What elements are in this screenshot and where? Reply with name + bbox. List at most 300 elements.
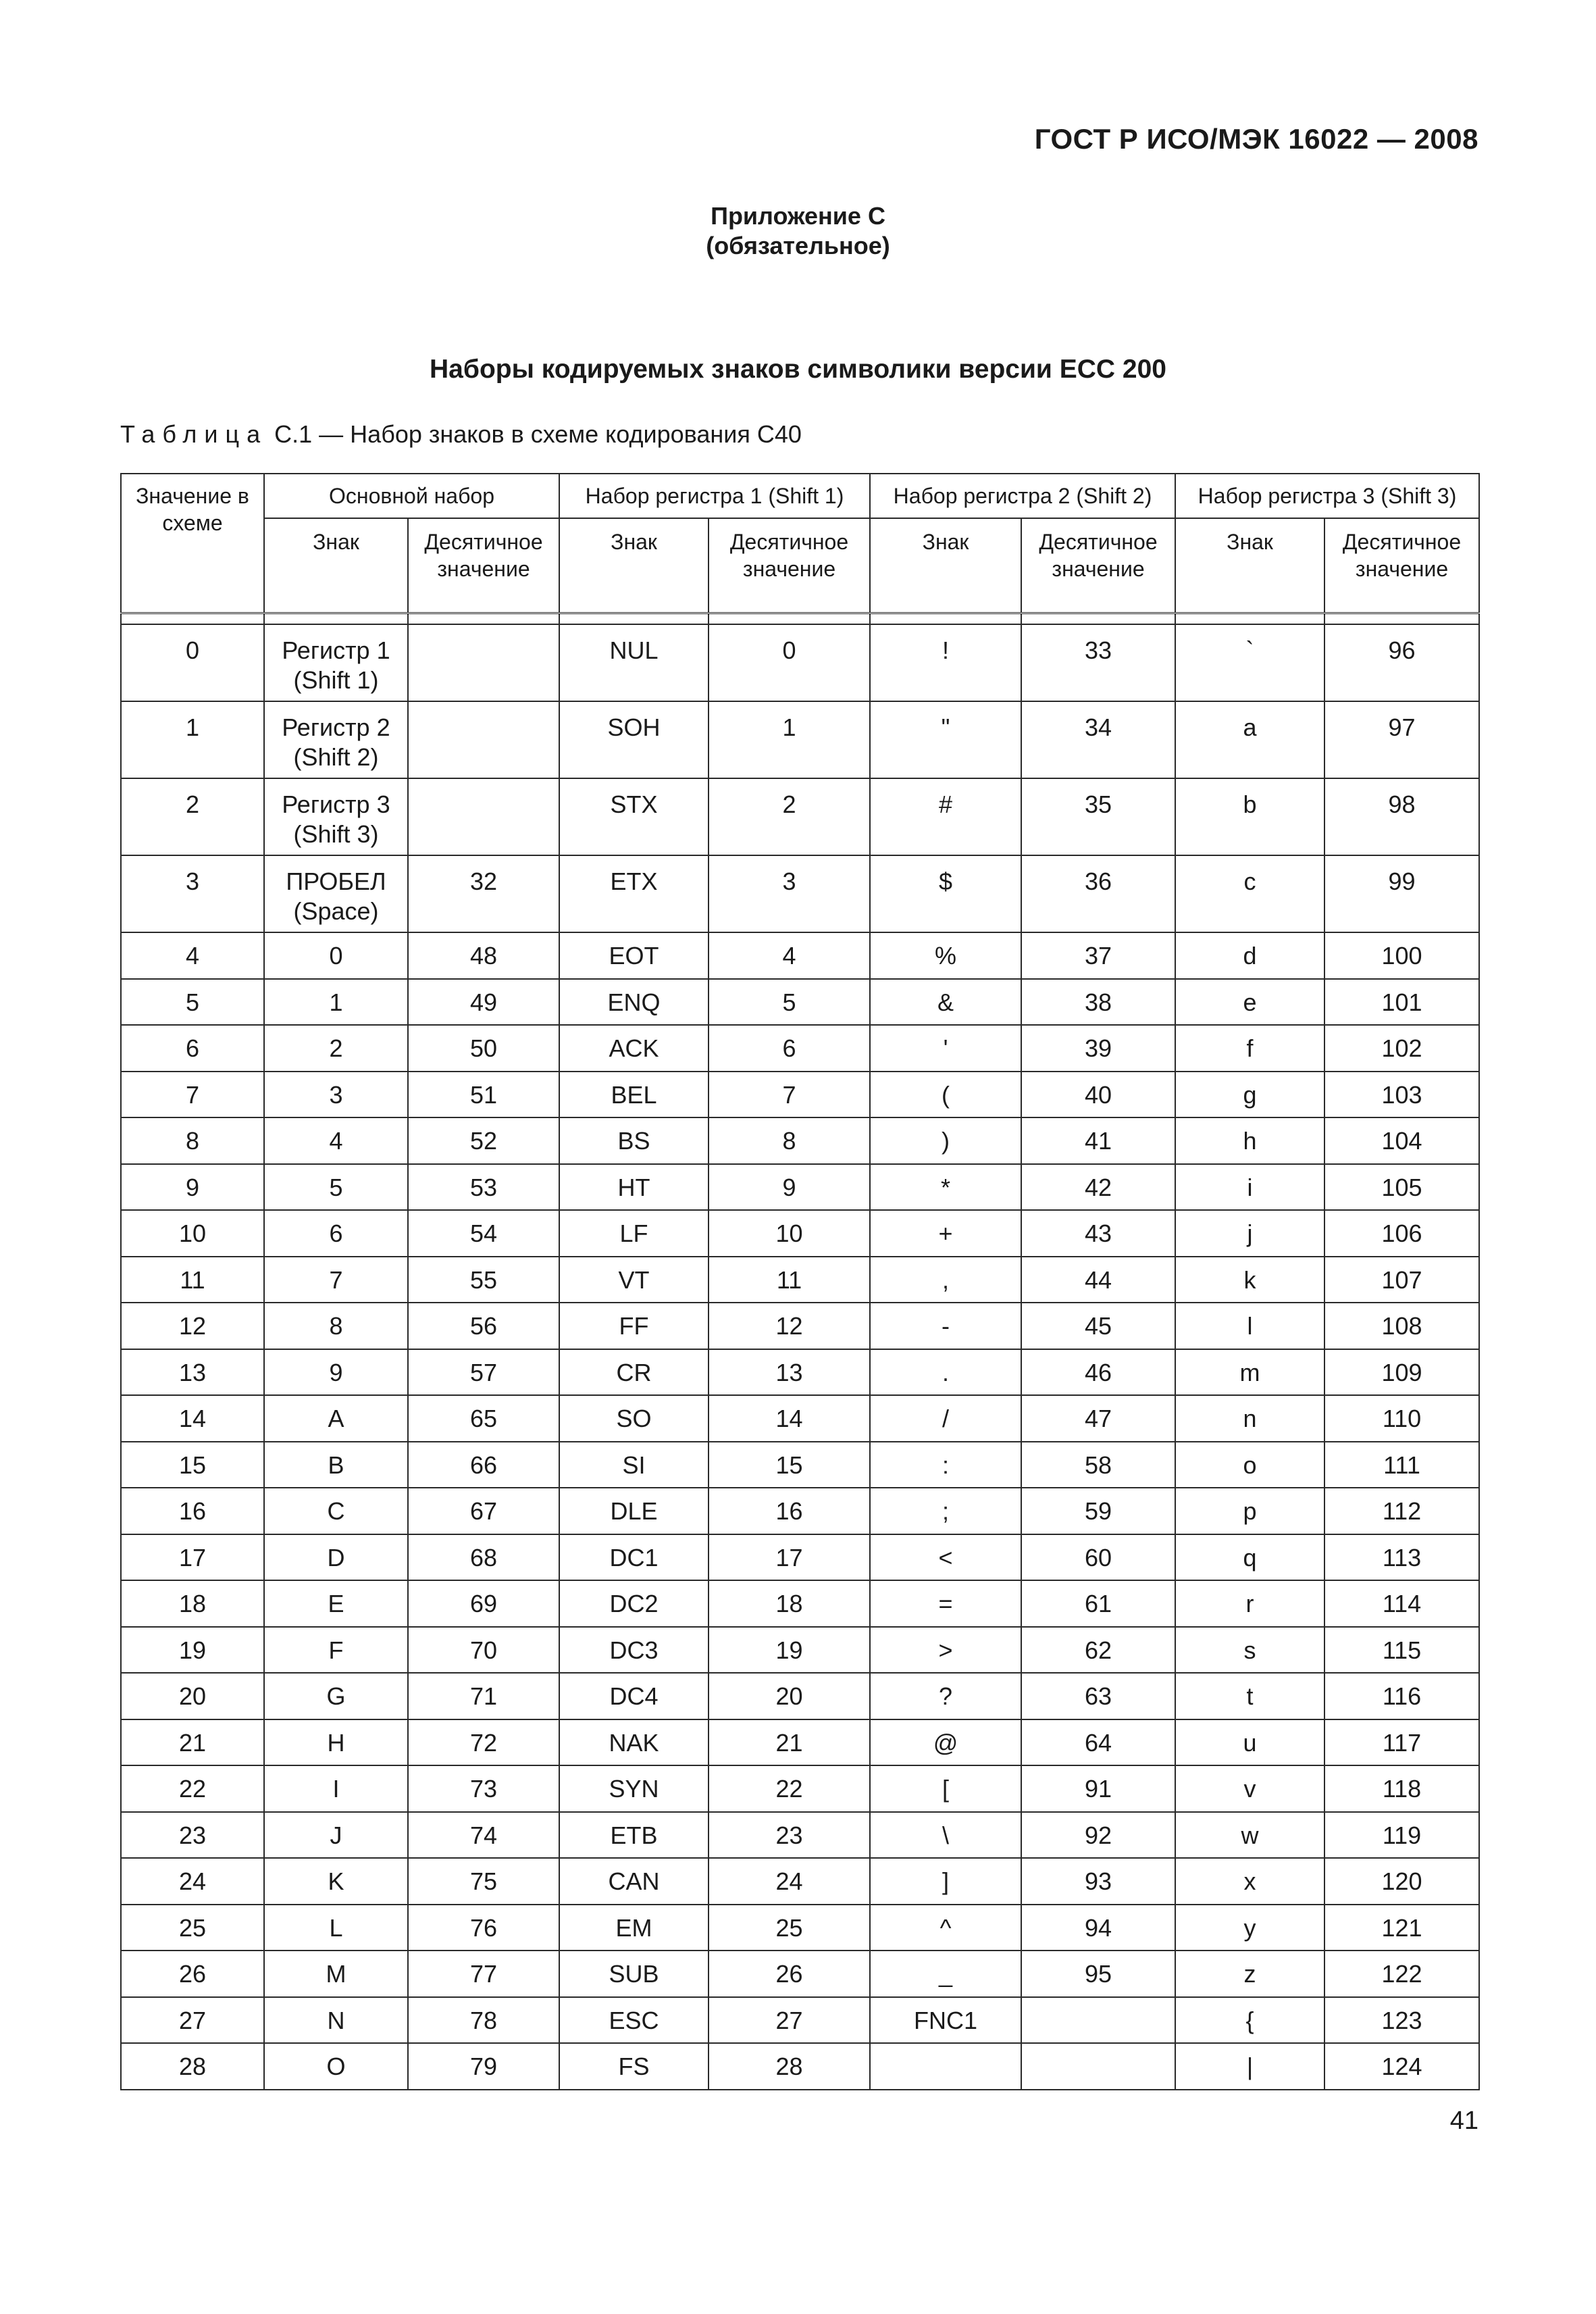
table-cell: O <box>264 2043 408 2090</box>
table-cell: = <box>870 1580 1021 1627</box>
table-cell: 47 <box>1021 1395 1175 1442</box>
table-cell: 66 <box>408 1442 559 1488</box>
table-row <box>121 1997 1479 2044</box>
table-cell: 74 <box>408 1812 559 1859</box>
table-cell: 15 <box>709 1442 870 1488</box>
table-cell: 7 <box>121 1072 264 1118</box>
table-cell: 55 <box>408 1257 559 1303</box>
table-cell: c <box>1175 855 1324 932</box>
table-cell: 14 <box>709 1395 870 1442</box>
table-row <box>121 701 1479 778</box>
table-row <box>121 1488 1479 1534</box>
table-cell: : <box>870 1442 1021 1488</box>
table-cell: 76 <box>408 1905 559 1951</box>
table-cell: ` <box>1175 624 1324 701</box>
table-cell: 26 <box>121 1951 264 1997</box>
table-cell: HT <box>559 1164 709 1211</box>
table-cell: 102 <box>1324 1025 1479 1072</box>
table-row <box>121 1117 1479 1164</box>
table-cell <box>870 2043 1021 2090</box>
table-cell: 4 <box>121 932 264 979</box>
table-caption-label: Таблица <box>120 420 268 448</box>
table-cell: B <box>264 1442 408 1488</box>
table-cell: 0 <box>709 624 870 701</box>
table-cell: @ <box>870 1719 1021 1766</box>
table-cell: DLE <box>559 1488 709 1534</box>
table-cell: 10 <box>121 1210 264 1257</box>
table-cell: 22 <box>709 1765 870 1812</box>
table-cell: ! <box>870 624 1021 701</box>
table-row <box>121 1534 1479 1581</box>
header-char: Знак <box>870 518 1021 613</box>
table-cell: SI <box>559 1442 709 1488</box>
table-cell: ENQ <box>559 979 709 1026</box>
table-cell: Регистр 2 (Shift 2) <box>264 701 408 778</box>
table-cell: f <box>1175 1025 1324 1072</box>
header-char: Знак <box>1175 518 1324 613</box>
table-cell: 5 <box>264 1164 408 1211</box>
table-cell: 25 <box>121 1905 264 1951</box>
table-cell: 123 <box>1324 1997 1479 2044</box>
table-cell: 91 <box>1021 1765 1175 1812</box>
table-cell: 24 <box>121 1858 264 1905</box>
table-cell: + <box>870 1210 1021 1257</box>
table-cell: 43 <box>1021 1210 1175 1257</box>
table-cell <box>408 624 559 701</box>
table-row <box>121 1210 1479 1257</box>
header-shift3-set: Набор регистра 3 (Shift 3) <box>1175 474 1479 518</box>
table-cell: 111 <box>1324 1442 1479 1488</box>
table-cell: a <box>1175 701 1324 778</box>
table-cell: 5 <box>709 979 870 1026</box>
table-cell: 7 <box>264 1257 408 1303</box>
table-row <box>121 624 1479 701</box>
table-cell: 15 <box>121 1442 264 1488</box>
table-cell: 48 <box>408 932 559 979</box>
table-row <box>121 932 1479 979</box>
table-cell: F <box>264 1627 408 1674</box>
table-cell: 22 <box>121 1765 264 1812</box>
table-cell: 1 <box>709 701 870 778</box>
table-row <box>121 1765 1479 1812</box>
table-cell: 113 <box>1324 1534 1479 1581</box>
table-cell: 57 <box>408 1349 559 1396</box>
table-row <box>121 778 1479 855</box>
table-cell: 98 <box>1324 778 1479 855</box>
table-cell: I <box>264 1765 408 1812</box>
header-char: Знак <box>264 518 408 613</box>
table-cell: _ <box>870 1951 1021 1997</box>
table-cell: 23 <box>709 1812 870 1859</box>
table-cell: d <box>1175 932 1324 979</box>
table-cell: 59 <box>1021 1488 1175 1534</box>
table-cell: t <box>1175 1673 1324 1719</box>
table-cell: 40 <box>1021 1072 1175 1118</box>
table-cell: J <box>264 1812 408 1859</box>
table-cell: 9 <box>264 1349 408 1396</box>
table-cell: 63 <box>1021 1673 1175 1719</box>
header-basic-set: Основной набор <box>264 474 559 518</box>
table-cell: 67 <box>408 1488 559 1534</box>
table-cell: Регистр 3 (Shift 3) <box>264 778 408 855</box>
table-cell: L <box>264 1905 408 1951</box>
table-cell: 5 <box>121 979 264 1026</box>
annex-status: (обязательное) <box>706 232 890 259</box>
table-cell: 27 <box>709 1997 870 2044</box>
table-row <box>121 1951 1479 1997</box>
table-cell: DC2 <box>559 1580 709 1627</box>
table-cell: 6 <box>709 1025 870 1072</box>
table-cell: 64 <box>1021 1719 1175 1766</box>
table-cell <box>408 701 559 778</box>
table-cell: BEL <box>559 1072 709 1118</box>
table-row <box>121 1349 1479 1396</box>
table-cell: g <box>1175 1072 1324 1118</box>
table-cell: [ <box>870 1765 1021 1812</box>
table-cell: NUL <box>559 624 709 701</box>
table-cell: 28 <box>121 2043 264 2090</box>
table-cell: 12 <box>709 1303 870 1349</box>
table-cell: ^ <box>870 1905 1021 1951</box>
table-cell: 61 <box>1021 1580 1175 1627</box>
table-cell: h <box>1175 1117 1324 1164</box>
table-row <box>121 1580 1479 1627</box>
table-cell: 120 <box>1324 1858 1479 1905</box>
table-cell: Регистр 1 (Shift 1) <box>264 624 408 701</box>
table-cell: 9 <box>709 1164 870 1211</box>
table-row <box>121 1812 1479 1859</box>
table-cell: 119 <box>1324 1812 1479 1859</box>
table-row <box>121 1303 1479 1349</box>
table-cell: 71 <box>408 1673 559 1719</box>
table-cell: 2 <box>121 778 264 855</box>
table-cell: 105 <box>1324 1164 1479 1211</box>
table-cell: r <box>1175 1580 1324 1627</box>
table-cell: 109 <box>1324 1349 1479 1396</box>
table-row <box>121 2043 1479 2090</box>
table-cell: ; <box>870 1488 1021 1534</box>
table-cell: 44 <box>1021 1257 1175 1303</box>
table-cell: 97 <box>1324 701 1479 778</box>
table-cell: 41 <box>1021 1117 1175 1164</box>
document-code: ГОСТ Р ИСО/МЭК 16022 — 2008 <box>1034 123 1478 155</box>
table-cell: DC3 <box>559 1627 709 1674</box>
table-cell: LF <box>559 1210 709 1257</box>
table-cell: o <box>1175 1442 1324 1488</box>
table-cell: 50 <box>408 1025 559 1072</box>
table-cell: 92 <box>1021 1812 1175 1859</box>
table-cell: 16 <box>121 1488 264 1534</box>
header-char: Знак <box>559 518 709 613</box>
table-cell: 42 <box>1021 1164 1175 1211</box>
table-cell: 118 <box>1324 1765 1479 1812</box>
table-cell: 0 <box>264 932 408 979</box>
table-row <box>121 855 1479 932</box>
table-cell: SUB <box>559 1951 709 1997</box>
table-cell: n <box>1175 1395 1324 1442</box>
table-cell: 93 <box>1021 1858 1175 1905</box>
table-cell: 96 <box>1324 624 1479 701</box>
table-cell: 65 <box>408 1395 559 1442</box>
table-cell <box>408 778 559 855</box>
table-cell: 17 <box>709 1534 870 1581</box>
header-decimal: Десятичное значение <box>408 518 559 613</box>
table-cell: SOH <box>559 701 709 778</box>
table-cell: 122 <box>1324 1951 1479 1997</box>
table-cell: 75 <box>408 1858 559 1905</box>
table-cell: ? <box>870 1673 1021 1719</box>
table-cell: 4 <box>264 1117 408 1164</box>
table-cell: D <box>264 1534 408 1581</box>
table-cell: 23 <box>121 1812 264 1859</box>
table-cell: NAK <box>559 1719 709 1766</box>
table-cell: 73 <box>408 1765 559 1812</box>
page-number: 41 <box>1449 2107 1478 2135</box>
table-cell: 34 <box>1021 701 1175 778</box>
table-cell: 8 <box>264 1303 408 1349</box>
table-cell: 70 <box>408 1627 559 1674</box>
table-cell: ] <box>870 1858 1021 1905</box>
table-cell: EM <box>559 1905 709 1951</box>
table-cell: z <box>1175 1951 1324 1997</box>
table-cell: " <box>870 701 1021 778</box>
table-cell: H <box>264 1719 408 1766</box>
table-cell: 12 <box>121 1303 264 1349</box>
table-cell: ' <box>870 1025 1021 1072</box>
table-cell: 11 <box>121 1257 264 1303</box>
table-cell: 1 <box>264 979 408 1026</box>
table-row <box>121 1257 1479 1303</box>
header-decimal: Десятичное значение <box>1324 518 1479 613</box>
table-cell: l <box>1175 1303 1324 1349</box>
table-cell: 110 <box>1324 1395 1479 1442</box>
c40-charset-table <box>120 473 1480 2090</box>
table-cell: BS <box>559 1117 709 1164</box>
table-cell: 100 <box>1324 932 1479 979</box>
table-cell: ETX <box>559 855 709 932</box>
table-cell: 54 <box>408 1210 559 1257</box>
table-cell: e <box>1175 979 1324 1026</box>
table-cell: 8 <box>121 1117 264 1164</box>
table-cell: 121 <box>1324 1905 1479 1951</box>
table-cell: k <box>1175 1257 1324 1303</box>
table-cell: 18 <box>121 1580 264 1627</box>
table-cell: 45 <box>1021 1303 1175 1349</box>
table-cell: N <box>264 1997 408 2044</box>
table-cell: ETB <box>559 1812 709 1859</box>
table-cell: A <box>264 1395 408 1442</box>
table-cell: SYN <box>559 1765 709 1812</box>
table-cell: 68 <box>408 1534 559 1581</box>
table-cell: 10 <box>709 1210 870 1257</box>
table-cell: E <box>264 1580 408 1627</box>
table-cell: 36 <box>1021 855 1175 932</box>
table-cell: 69 <box>408 1580 559 1627</box>
table-cell: q <box>1175 1534 1324 1581</box>
table-caption <box>120 420 802 449</box>
table-cell: 20 <box>709 1673 870 1719</box>
table-cell: & <box>870 979 1021 1026</box>
table-cell <box>1021 1997 1175 2044</box>
table-cell: 1 <box>121 701 264 778</box>
table-cell: 3 <box>264 1072 408 1118</box>
table-cell: 116 <box>1324 1673 1479 1719</box>
table-cell: % <box>870 932 1021 979</box>
table-row <box>121 1025 1479 1072</box>
table-cell: $ <box>870 855 1021 932</box>
table-cell: 16 <box>709 1488 870 1534</box>
table-cell: K <box>264 1858 408 1905</box>
table-cell: 104 <box>1324 1117 1479 1164</box>
section-title: Наборы кодируемых знаков символики версии ЕСС 200 <box>430 355 1166 384</box>
table-cell: 33 <box>1021 624 1175 701</box>
table-cell: 112 <box>1324 1488 1479 1534</box>
table-cell: { <box>1175 1997 1324 2044</box>
table-cell: y <box>1175 1905 1324 1951</box>
table-cell: 26 <box>709 1951 870 1997</box>
table-cell: / <box>870 1395 1021 1442</box>
table-cell: 60 <box>1021 1534 1175 1581</box>
table-cell: 28 <box>709 2043 870 2090</box>
table-cell: 24 <box>709 1858 870 1905</box>
table-cell: 2 <box>264 1025 408 1072</box>
table-cell: 19 <box>121 1627 264 1674</box>
table-cell: 114 <box>1324 1580 1479 1627</box>
table-cell: 35 <box>1021 778 1175 855</box>
table-cell: 49 <box>408 979 559 1026</box>
table-row <box>121 1719 1479 1766</box>
table-cell: 95 <box>1021 1951 1175 1997</box>
table-cell <box>1021 2043 1175 2090</box>
table-body <box>121 624 1479 2090</box>
table-cell: 107 <box>1324 1257 1479 1303</box>
header-separator <box>121 613 1479 625</box>
table-cell: . <box>870 1349 1021 1396</box>
table-cell: 6 <box>121 1025 264 1072</box>
table-cell: ACK <box>559 1025 709 1072</box>
table-cell: 58 <box>1021 1442 1175 1488</box>
table-cell: 21 <box>121 1719 264 1766</box>
table-cell: 6 <box>264 1210 408 1257</box>
table-cell: 4 <box>709 932 870 979</box>
table-cell: 7 <box>709 1072 870 1118</box>
table-cell: CR <box>559 1349 709 1396</box>
table-cell: 78 <box>408 1997 559 2044</box>
table-cell: j <box>1175 1210 1324 1257</box>
table-row <box>121 1858 1479 1905</box>
header-shift2-set: Набор регистра 2 (Shift 2) <box>870 474 1175 518</box>
table-cell: 13 <box>709 1349 870 1396</box>
table-cell: - <box>870 1303 1021 1349</box>
table-row <box>121 1072 1479 1118</box>
table-cell: ESC <box>559 1997 709 2044</box>
table-row <box>121 1442 1479 1488</box>
table-row <box>121 1164 1479 1211</box>
table-cell: 115 <box>1324 1627 1479 1674</box>
table-cell: b <box>1175 778 1324 855</box>
table-caption-text: С.1 — Набор знаков в схеме кодирования С40 <box>267 420 802 448</box>
table-cell: DC4 <box>559 1673 709 1719</box>
table-cell: 39 <box>1021 1025 1175 1072</box>
table-cell: 14 <box>121 1395 264 1442</box>
table-cell: 21 <box>709 1719 870 1766</box>
table-cell: s <box>1175 1627 1324 1674</box>
table-cell: 53 <box>408 1164 559 1211</box>
table-cell: 17 <box>121 1534 264 1581</box>
table-cell: FF <box>559 1303 709 1349</box>
table-cell: , <box>870 1257 1021 1303</box>
table-row <box>121 1395 1479 1442</box>
table-cell: 20 <box>121 1673 264 1719</box>
table-cell: EOT <box>559 932 709 979</box>
table-cell: m <box>1175 1349 1324 1396</box>
table-cell: 3 <box>121 855 264 932</box>
table-cell: u <box>1175 1719 1324 1766</box>
table-cell: 18 <box>709 1580 870 1627</box>
table-cell: VT <box>559 1257 709 1303</box>
header-decimal: Десятичное значение <box>709 518 870 613</box>
table-cell: * <box>870 1164 1021 1211</box>
table-cell: 56 <box>408 1303 559 1349</box>
table-cell: | <box>1175 2043 1324 2090</box>
table-cell: CAN <box>559 1858 709 1905</box>
table-cell: 25 <box>709 1905 870 1951</box>
table-cell: 79 <box>408 2043 559 2090</box>
header-scheme-value: Значение в схеме <box>121 474 264 613</box>
table-cell: G <box>264 1673 408 1719</box>
table-cell: DC1 <box>559 1534 709 1581</box>
table-cell: 94 <box>1021 1905 1175 1951</box>
table-cell: FNC1 <box>870 1997 1021 2044</box>
table-row <box>121 1905 1479 1951</box>
table-cell: STX <box>559 778 709 855</box>
table-cell: 38 <box>1021 979 1175 1026</box>
table-cell: 106 <box>1324 1210 1479 1257</box>
table-cell: < <box>870 1534 1021 1581</box>
table-cell: 46 <box>1021 1349 1175 1396</box>
table-row <box>121 1673 1479 1719</box>
table-cell: 37 <box>1021 932 1175 979</box>
table-cell: 3 <box>709 855 870 932</box>
table-cell: 8 <box>709 1117 870 1164</box>
table-cell: 2 <box>709 778 870 855</box>
table-cell: 51 <box>408 1072 559 1118</box>
table-cell: x <box>1175 1858 1324 1905</box>
table-cell: ) <box>870 1117 1021 1164</box>
table-cell: 32 <box>408 855 559 932</box>
table-cell: > <box>870 1627 1021 1674</box>
header-decimal: Десятичное значение <box>1021 518 1175 613</box>
table-cell: 9 <box>121 1164 264 1211</box>
table-cell: ПРОБЕЛ (Space) <box>264 855 408 932</box>
table-cell: w <box>1175 1812 1324 1859</box>
table-cell: M <box>264 1951 408 1997</box>
table-cell: 117 <box>1324 1719 1479 1766</box>
table-cell: 27 <box>121 1997 264 2044</box>
header-shift1-set: Набор регистра 1 (Shift 1) <box>559 474 870 518</box>
table-cell: C <box>264 1488 408 1534</box>
table-cell: p <box>1175 1488 1324 1534</box>
table-cell: 13 <box>121 1349 264 1396</box>
table-cell: 124 <box>1324 2043 1479 2090</box>
annex-title: Приложение С <box>711 202 885 230</box>
table-cell: 0 <box>121 624 264 701</box>
table-cell: 108 <box>1324 1303 1479 1349</box>
table-cell: 72 <box>408 1719 559 1766</box>
table-row <box>121 1627 1479 1674</box>
table-cell: v <box>1175 1765 1324 1812</box>
table-cell: 19 <box>709 1627 870 1674</box>
